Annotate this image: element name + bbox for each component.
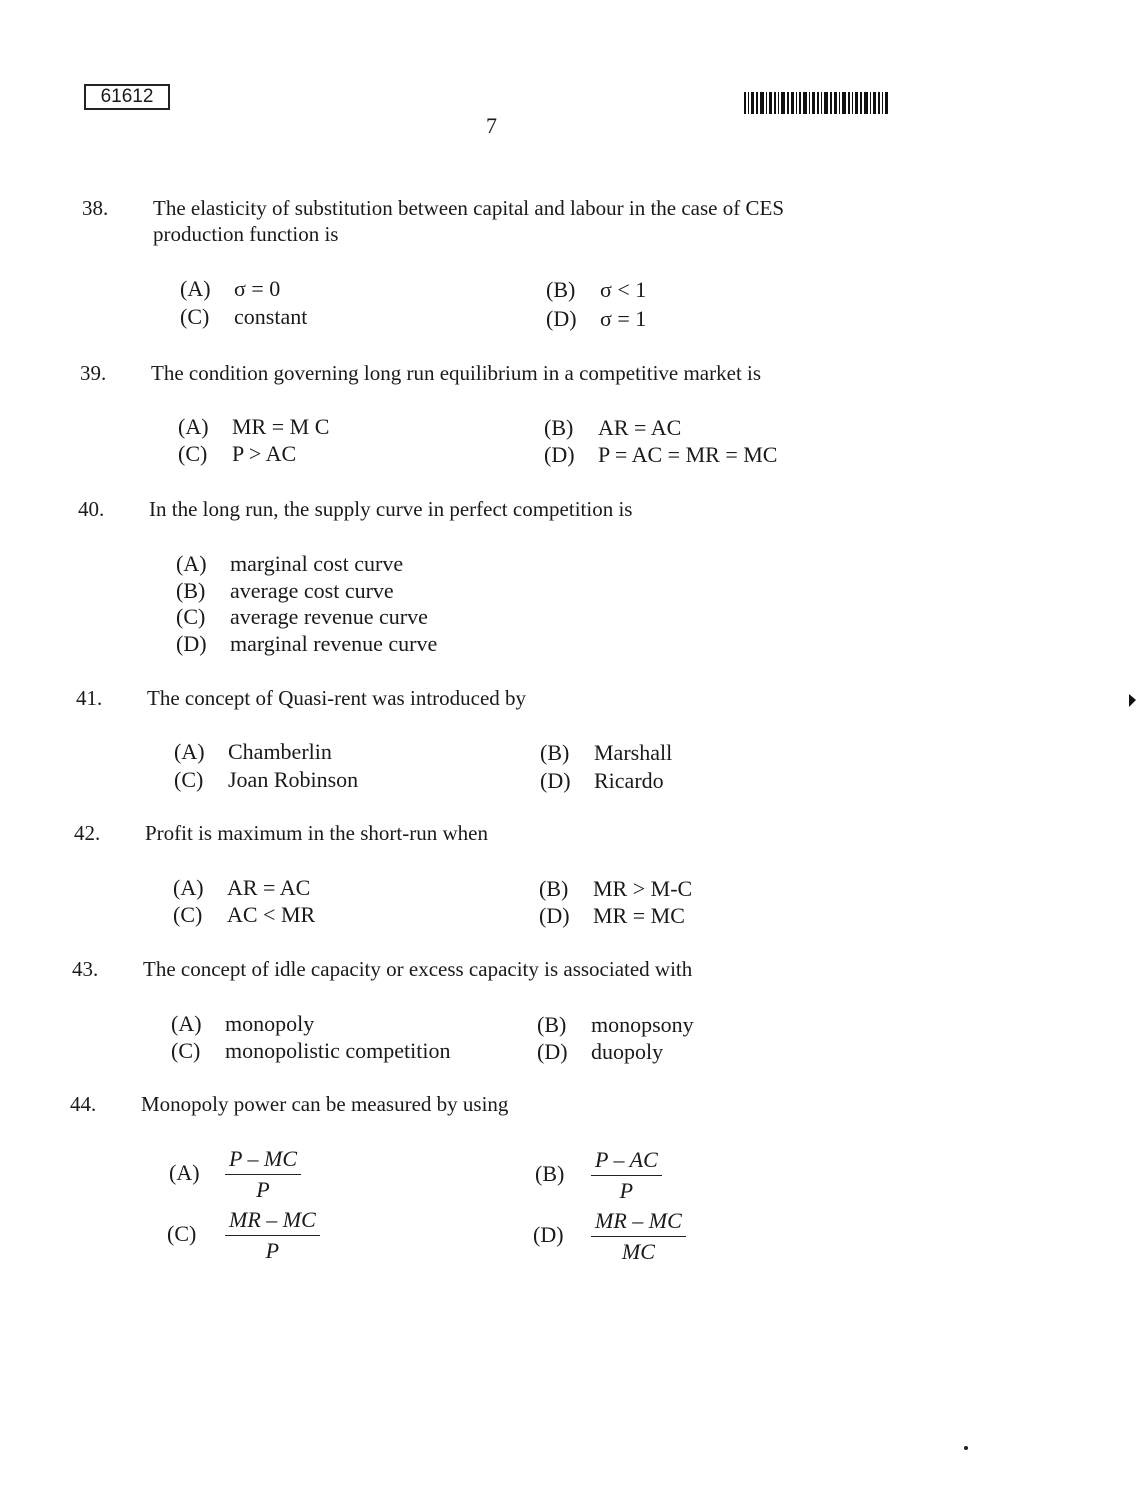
option-text: monopoly <box>225 1011 315 1036</box>
option-text: AR = AC <box>227 875 311 900</box>
option-label: (C) <box>176 604 206 629</box>
option-label: (B) <box>176 578 206 603</box>
option-label: (A) <box>176 551 207 576</box>
option-d <box>537 1039 663 1065</box>
option-text: Chamberlin <box>228 739 332 764</box>
question-text-line: production function is <box>153 222 339 246</box>
option-b <box>546 277 646 303</box>
option-label: (C) <box>180 304 210 329</box>
option-text: marginal revenue curve <box>230 631 438 656</box>
option-label: (A) <box>174 739 205 764</box>
fraction <box>591 1208 686 1265</box>
question-number: 42. <box>74 821 101 845</box>
option-c <box>171 1038 450 1064</box>
option-label: (D) <box>176 631 207 656</box>
fraction-numerator: MR – MC <box>225 1207 320 1236</box>
option-label: (B) <box>540 740 570 765</box>
option-text: MR = M C <box>232 414 330 439</box>
question-text: The concept of Quasi-rent was introduced by <box>147 686 527 710</box>
option-label: (C) <box>167 1220 197 1246</box>
option-text: monopolistic competition <box>225 1038 451 1063</box>
option-text: average cost curve <box>230 578 394 603</box>
fraction-denominator: MC <box>621 1239 655 1264</box>
option-text: P = AC = MR = MC <box>598 442 778 467</box>
option-label: (B) <box>544 415 574 440</box>
option-text: duopoly <box>591 1039 664 1064</box>
option-c <box>180 304 307 330</box>
option-text: AC < MR <box>227 902 316 927</box>
question-text: Profit is maximum in the short-run when <box>145 821 488 845</box>
option-label: (A) <box>171 1011 202 1036</box>
option-c <box>167 1207 320 1264</box>
option-text: Joan Robinson <box>228 767 359 792</box>
option-text: P > AC <box>232 441 297 466</box>
question-text: Monopoly power can be measured by using <box>141 1092 509 1116</box>
option-c <box>174 767 358 793</box>
option-d <box>544 442 777 468</box>
option-text: MR > M-C <box>593 876 693 901</box>
option-b <box>539 876 692 902</box>
option-text: marginal cost curve <box>230 551 404 576</box>
option-label: (D) <box>540 768 571 793</box>
fraction <box>225 1146 301 1203</box>
fraction-numerator: P – MC <box>225 1146 301 1175</box>
fraction <box>225 1207 320 1264</box>
option-text: Ricardo <box>594 768 664 793</box>
question-number: 39. <box>80 361 107 385</box>
option-a <box>176 551 403 577</box>
barcode-image <box>744 92 888 114</box>
option-text: monopsony <box>591 1012 694 1037</box>
option-label: (D) <box>537 1039 568 1064</box>
question-number: 38. <box>82 196 109 220</box>
option-label: (B) <box>535 1160 565 1186</box>
option-a <box>173 875 310 901</box>
option-text: σ = 1 <box>600 306 647 331</box>
scan-mark <box>1128 693 1137 709</box>
option-d <box>539 903 685 929</box>
option-label: (A) <box>180 276 211 301</box>
option-label: (C) <box>174 767 204 792</box>
question-text-line: The elasticity of substitution between capital and labour in the case of CES <box>153 196 784 220</box>
option-c <box>178 441 296 467</box>
question-text: In the long run, the supply curve in perfect competition is <box>149 497 633 521</box>
option-d <box>533 1208 686 1265</box>
scan-mark <box>964 1446 968 1450</box>
question-number: 40. <box>78 497 105 521</box>
option-text: σ = 0 <box>234 276 281 301</box>
option-label: (D) <box>533 1221 564 1247</box>
option-a <box>174 739 332 765</box>
fraction-numerator: MR – MC <box>591 1208 686 1237</box>
option-label: (A) <box>173 875 204 900</box>
option-label: (B) <box>537 1012 567 1037</box>
option-label: (D) <box>539 903 570 928</box>
fraction-denominator: P <box>265 1238 280 1263</box>
option-b <box>544 415 681 441</box>
option-a <box>180 276 280 302</box>
fraction-denominator: P <box>256 1177 270 1202</box>
fraction <box>591 1147 662 1204</box>
option-text: average revenue curve <box>230 604 428 629</box>
option-d <box>176 631 437 657</box>
question-text: The concept of idle capacity or excess capacity is associated with <box>143 957 693 981</box>
question-number: 43. <box>72 957 99 981</box>
option-a <box>169 1146 301 1203</box>
paper-code: 61612 <box>84 84 170 110</box>
option-text: σ < 1 <box>600 277 647 302</box>
option-d <box>540 768 664 794</box>
option-label: (B) <box>539 876 569 901</box>
question-text: The condition governing long run equilibrium in a competitive market is <box>151 361 762 385</box>
option-text: Marshall <box>594 740 673 765</box>
option-label: (C) <box>178 441 208 466</box>
option-b <box>535 1147 662 1204</box>
question-number: 44. <box>70 1092 97 1116</box>
question-text <box>153 195 784 247</box>
option-label: (C) <box>173 902 203 927</box>
option-a <box>178 414 329 440</box>
option-label: (B) <box>546 277 576 302</box>
page-number: 7 <box>486 113 497 138</box>
option-d <box>546 306 646 332</box>
option-label: (C) <box>171 1038 201 1063</box>
option-label: (D) <box>544 442 575 467</box>
option-label: (A) <box>178 414 209 439</box>
fraction-denominator: P <box>619 1178 634 1203</box>
option-label: (D) <box>546 306 577 331</box>
option-text: constant <box>234 304 308 329</box>
option-c <box>173 902 315 928</box>
option-text: MR = MC <box>593 903 685 928</box>
question-number: 41. <box>76 686 103 710</box>
fraction-numerator: P – AC <box>591 1147 662 1176</box>
option-b <box>537 1012 694 1038</box>
option-label: (A) <box>169 1159 200 1185</box>
option-b <box>176 578 394 604</box>
option-b <box>540 740 672 766</box>
option-a <box>171 1011 314 1037</box>
option-text: AR = AC <box>598 415 682 440</box>
option-c <box>176 604 428 630</box>
